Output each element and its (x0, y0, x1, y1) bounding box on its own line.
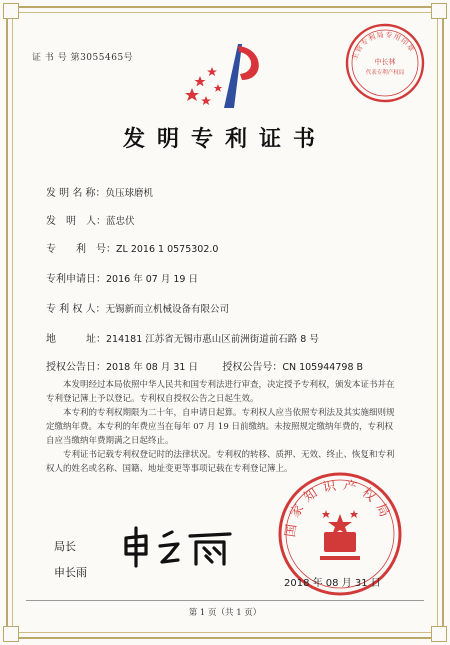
inventor-label: 发 明 人： (46, 216, 106, 227)
signer-title: 局长 (54, 540, 76, 553)
invention-name-label: 发 明 名 称： (46, 188, 106, 199)
filing-date-value: 2016 年 07 月 19 日 (106, 274, 198, 285)
patentee-value: 无锡新而立机械设备有限公司 (105, 304, 230, 315)
grant-date-label: 授权公告日： (46, 362, 106, 373)
seal-date: 2018 年 08 月 31 日 (284, 578, 381, 589)
seal-ring-text: 国家知识产权局 (283, 477, 395, 539)
top-red-seal-icon (344, 22, 426, 104)
seal-center-line1: 中长林 (374, 58, 396, 66)
corner-ornament (431, 626, 447, 642)
seal-ring-text: 主管专利局专用印章 (350, 30, 417, 62)
grant-date-value: 2018 年 08 月 31 日 (106, 362, 198, 373)
body-paragraph: 本专利的专利权期限为二十年，自申请日起算。专利权人应当依照专利法及其实施细则规定缴纳年费。本专利的年费应当在每年 07 月 19 日前缴纳。未按照规定缴纳年费的，专利权自应当缴纳年费期满之日起终止。 (46, 408, 395, 446)
seal-center-line2: 代表专利产权局 (365, 70, 405, 76)
patent-number-label: 专 利 号： (46, 244, 116, 255)
certificate-number: 证 书 号 第3055465号 (32, 53, 134, 63)
address-row (46, 330, 319, 345)
handwritten-signature-icon (120, 520, 240, 570)
certificate-body (46, 378, 396, 476)
grant-row (46, 358, 363, 373)
patentee-label: 专 利 权 人： (46, 304, 106, 315)
address-label: 地 址： (46, 334, 106, 345)
patent-number-row (46, 240, 218, 255)
filing-date-row (46, 270, 198, 285)
body-paragraph: 本发明经过本局依照中华人民共和国专利法进行审查，决定授予专利权，颁发本证书并在专利登记簿上予以登记。专利权自授权公告之日起生效。 (46, 380, 395, 404)
patent-number-value: ZL 2016 1 0575302.0 (116, 244, 219, 255)
footer-divider (26, 600, 424, 601)
patentee-row (46, 300, 229, 315)
invention-name-value: 负压球磨机 (105, 188, 154, 199)
announcement-number-label: 授权公告号： (222, 362, 283, 373)
announcement-number-value: CN 105944798 B (282, 362, 364, 373)
inventor-row (46, 212, 135, 227)
filing-date-label: 专利申请日： (46, 274, 106, 285)
address-value: 214181 江苏省无锡市惠山区前洲街道前石路 8 号 (106, 334, 319, 345)
corner-ornament (3, 626, 19, 642)
body-paragraph: 专利证书记载专利权登记时的法律状况。专利权的转移、质押、无效、终止、恢复和专利权人的姓名或名称、国籍、地址变更等事项记载在专利登记簿上。 (46, 450, 395, 474)
signature-block (54, 538, 87, 590)
signer-name: 申长雨 (54, 566, 87, 579)
certificate-title: 发明专利证书 (122, 126, 327, 152)
corner-ornament (3, 3, 19, 19)
invention-name-row (46, 184, 153, 199)
corner-ornament (431, 3, 447, 19)
inventor-value: 蓝忠伏 (106, 216, 135, 227)
patent-office-logo-icon (182, 40, 272, 112)
page-footer: 第 1 页（共 1 页） (188, 608, 262, 618)
